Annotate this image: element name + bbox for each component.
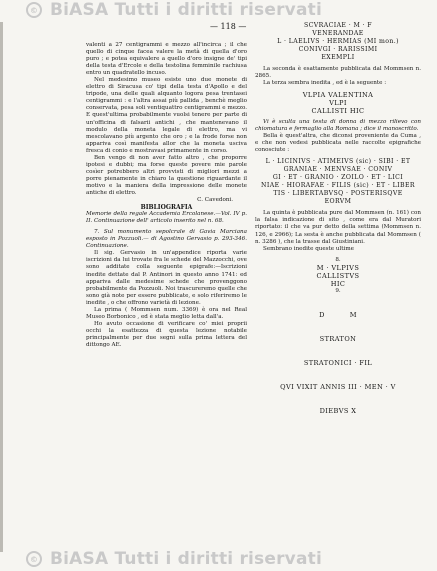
inscription-line: STRATON — [319, 334, 357, 343]
inscription-line: DIEBVS X — [319, 406, 357, 415]
left-column — [86, 42, 247, 349]
section-heading: BIBLIOGRAFIA — [140, 204, 193, 212]
inscription-line: CALLISTI HIC — [311, 107, 365, 116]
inscription-line: D M — [319, 310, 357, 319]
paragraph: La quinta è pubblicata pure dal Mommsen (n. 161) con la falsa indicazione di sito , come era dal Muratori riportato: il che va pur detto della settima (Mommsen n. 126, e 2966); La sesta è anche pubblicata dal Mommsen ( n. 3286 ), che la trasse dal Giustiniani. — [255, 210, 421, 245]
inscription-line: GRANIAE · MENVSAE · CONIV — [283, 166, 393, 174]
inscription-line: NIAE · HIORAFAE · FILIS (sic) · ET · LIBER — [261, 182, 415, 190]
copyright-seal-icon: © — [26, 2, 42, 18]
paragraph: Sembrano inedite queste ultime — [263, 245, 354, 252]
paragraph: Bella è quest'altra, che diconsi proveniente da Cuma , e che non vedesi pubblicata nelle raccolte epigrafiche conosciute : — [255, 133, 421, 154]
inscription-number: 8. — [335, 256, 341, 263]
watermark-text: BiASA Tutti i diritti riservati — [50, 0, 322, 20]
paragraph: Vi è sculta una testa di donna di mezzo rilievo con chiomatura e fermaglio alla Romana ; dice il manoscritto. — [255, 119, 421, 133]
inscription-line: CALLISTVS — [316, 271, 360, 280]
paragraph: La seconda è esattamente pubblicata dal Mommsen n. 2865. — [255, 66, 421, 80]
inscription-block — [255, 295, 421, 431]
inscription-line: VLPI — [329, 99, 347, 108]
page-number: — 118 — — [210, 22, 247, 31]
item-heading: 7. Sul monumento sepolcrale di Gavia Marciana esposto in Pozzuoli.— di Agostino Gervasio p. 293-346. Continuazione. — [86, 229, 247, 250]
bibliography-entry: Memorie della regale Accademia Ercolanese.—Vol. IV p. II. Continuazione dell' articolo inserito nel n. 68. — [86, 211, 247, 225]
paragraph: valenti a 27 centigrammi e mezzo all'incirca ; il che quello di cinque facea valere la metà di quella d'oro puro ; e potea equivalere a quello d'oro insigne de' tipi della testa d'Ercole e della testolina femminile rachiusa entro un quadratello incuso. — [86, 42, 247, 77]
paragraph: La terza sembra inedita , ed è la seguente : — [263, 80, 387, 87]
inscription-line: CONIVGI · RARISSIMI — [298, 46, 378, 53]
paragraph: Il sig. Gervasio in un'appendice riporta varie iscrizioni da lui trovate fra le schede del Mazzocchi, ove sono additate colla seguente epigrafe:—Iscrizioni inedite dettate dal P. Antinori in questo anno 1741: ed appariva dalle medesime schede che provenggono probabilmente da Pozzuoli. Noi trascureremo quelle che sono già note per essere pubblicate, e solo riferiremo le inedite , o che offrono varietà di lezione. — [86, 250, 247, 306]
author-signature: C. Cavedoni. — [197, 197, 233, 204]
inscription-line: TIS · LIBERTABVSQ · POSTERISQVE — [273, 190, 403, 198]
inscription-line: VLPIA VALENTINA — [302, 91, 374, 100]
watermark-top — [0, 0, 437, 20]
inscription-line: GI · ET · GRANIO · ZOILO · ET · LICI — [272, 174, 404, 182]
inscription-line: L · LICINIVS · ATIMEIVS (sic) · SIBI · ET — [265, 158, 411, 166]
inscription-block — [255, 264, 421, 288]
right-column — [255, 22, 421, 431]
inscription-block — [255, 91, 421, 115]
inscription-line: SCVRACIAE · M · F — [304, 22, 372, 29]
paragraph: Ben vengo di non aver fatto altro , che proporre ipotesi e dubbi; ma forse queste povere mie parole cosìer potrebbero altri provvisti di migliori mezzi a porre pienamente in chiaro la questione riguardante il motivo e la maniera della impressione delle monete antiche di elettro. — [86, 154, 247, 196]
watermark-bottom — [0, 549, 437, 569]
inscription-line: M · VLPIVS — [316, 263, 360, 272]
inscription-line: L · LAELIVS · HERMIAS (MI mon.) — [277, 38, 399, 45]
inscription-line: QVI VIXIT ANNIS III · MEN · V — [280, 382, 396, 391]
inscription-line: EXEMPLI — [321, 54, 355, 61]
page-binding-edge — [0, 22, 3, 552]
inscription-line: EORVM — [324, 198, 352, 206]
inscription-line: STRATONICI · FIL — [303, 358, 373, 367]
inscription-block — [255, 158, 421, 206]
copyright-seal-icon: © — [26, 551, 42, 567]
watermark-text: BiASA Tutti i diritti riservati — [50, 549, 322, 569]
inscription-line: HIC — [330, 279, 346, 288]
inscription-block — [255, 22, 421, 62]
inscription-line: VENERANDAE — [312, 30, 364, 37]
paragraph: Nel medesimo museo esiste uno due monete di elettro di Siracusa co' tipi della testa d'Apollo e del tripode, una delle quali alquanto logora pesa trentasei centigrammi : e l'altra assai più pallida , benchè meglio conservata, pesa soli ventiquattro centigrammi e mezzo. E quest'ultima probabilmente vuolsi tenere per parte di un'officina di falsarii antichi , che mantenevano il modulo della moneta legale di elettro, ma vi mescolavano più argento che oro ; e la frode forse non appariva così manifesta allor che la moneta usciva fresca di conio e mostravasi primamente in corso. — [86, 77, 247, 154]
inscription-number: 9. — [335, 287, 341, 294]
paragraph: La prima ( Mommsen num. 3369) è ora nel Real Museo Borbonico , ed è stata meglio letta dall'a. — [86, 306, 247, 320]
paragraph: Ho avuto occasione di verificare co' miei proprii occhi la esattezza di questa lezione notabile principalmente per due segni sulla prima lettera del dittongo AE. — [86, 320, 247, 348]
